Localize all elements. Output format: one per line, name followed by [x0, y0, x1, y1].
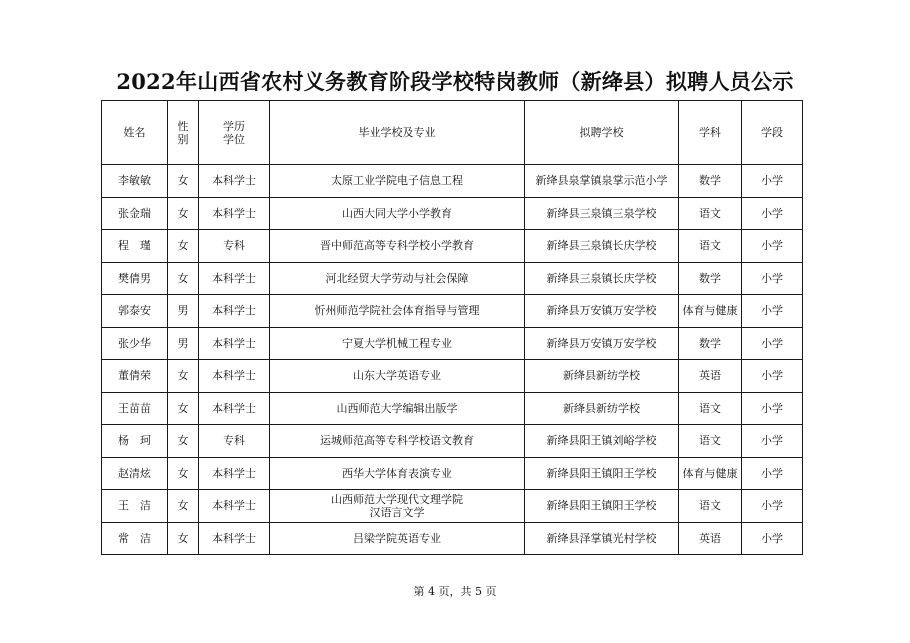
cell-stage: 小学: [742, 360, 803, 393]
cell-employer: 新绛县阳王镇阳王学校: [525, 457, 679, 490]
document-title: 2022年山西省农村义务教育阶段学校特岗教师（新绛县）拟聘人员公示: [116, 69, 794, 94]
cell-degree: 本科学士: [199, 165, 270, 198]
cell-employer: 新绛县新纺学校: [525, 360, 679, 393]
table-row: [102, 295, 803, 328]
cell-school-major: [270, 295, 525, 328]
cell-line: 山西师范大学编辑出版学: [336, 401, 458, 415]
header-degree: [199, 101, 270, 165]
table-row: [102, 392, 803, 425]
cell-subject: 语文: [679, 230, 742, 263]
cell-gender: 男: [168, 295, 199, 328]
cell-name: 赵清炫: [102, 457, 168, 490]
cell-name: 杨 珂: [102, 425, 168, 458]
cell-stage: 小学: [742, 425, 803, 458]
cell-stage: 小学: [742, 295, 803, 328]
header-school-major-line: 毕业学校及专业: [358, 126, 436, 139]
cell-line: 忻州师范学院社会体育指导与管理: [314, 304, 480, 318]
cell-gender: 女: [168, 425, 199, 458]
cell-line: 吕梁学院英语专业: [353, 531, 441, 545]
cell-employer: 新绛县万安镇万安学校: [525, 295, 679, 328]
table-row: [102, 262, 803, 295]
cell-stage: 小学: [742, 490, 803, 523]
table-row: [102, 197, 803, 230]
cell-subject: 语文: [679, 197, 742, 230]
cell-subject: 英语: [679, 360, 742, 393]
cell-stage: 小学: [742, 165, 803, 198]
header-school-major: [270, 101, 525, 165]
cell-name: 程 瑾: [102, 230, 168, 263]
cell-subject: 语文: [679, 490, 742, 523]
cell-degree: 本科学士: [199, 360, 270, 393]
header-employer-line: 拟聘学校: [579, 126, 624, 139]
table-row: [102, 457, 803, 490]
header-gender-line: 性: [177, 119, 189, 133]
cell-name: 董倩荣: [102, 360, 168, 393]
cell-school-major: [270, 392, 525, 425]
header-gender: [168, 101, 199, 165]
cell-stage: 小学: [742, 392, 803, 425]
cell-gender: 女: [168, 522, 199, 555]
cell-degree: 专科: [199, 230, 270, 263]
header-name: [102, 101, 168, 165]
hire-roster-table: [101, 100, 803, 555]
cell-degree: 本科学士: [199, 327, 270, 360]
cell-subject: 体育与健康: [679, 295, 742, 328]
cell-degree: 专科: [199, 425, 270, 458]
cell-line: 西华大学体育表演专业: [342, 466, 452, 480]
table-row: [102, 522, 803, 555]
cell-school-major: [270, 262, 525, 295]
table-row: [102, 490, 803, 523]
cell-employer: 新绛县泽掌镇光村学校: [525, 522, 679, 555]
cell-employer: 新绛县三泉镇三泉学校: [525, 197, 679, 230]
cell-line: 山西师范大学现代文理学院: [331, 492, 463, 506]
cell-school-major: [270, 457, 525, 490]
cell-stage: 小学: [742, 522, 803, 555]
cell-school-major: [270, 360, 525, 393]
header-subject: [679, 101, 742, 165]
cell-subject: 数学: [679, 165, 742, 198]
cell-gender: 女: [168, 360, 199, 393]
cell-degree: 本科学士: [199, 457, 270, 490]
cell-line: 河北经贸大学劳动与社会保障: [325, 271, 469, 285]
page-footer: 第 4 页，共 5 页: [413, 585, 497, 598]
cell-line: 运城师范高等专科学校语文教育: [320, 434, 474, 448]
cell-line: 汉语言文学: [369, 505, 425, 519]
cell-school-major: [270, 197, 525, 230]
cell-line: 太原工业学院电子信息工程: [331, 174, 463, 188]
header-stage-line: 学段: [761, 126, 783, 139]
cell-name: 张金瑞: [102, 197, 168, 230]
cell-name: 李敏敏: [102, 165, 168, 198]
cell-employer: 新绛县阳王镇刘峪学校: [525, 425, 679, 458]
cell-employer: 新绛县万安镇万安学校: [525, 327, 679, 360]
table-row: [102, 425, 803, 458]
cell-stage: 小学: [742, 457, 803, 490]
cell-gender: 女: [168, 490, 199, 523]
header-subject-line: 学科: [699, 126, 721, 139]
cell-school-major: [270, 490, 525, 523]
cell-stage: 小学: [742, 197, 803, 230]
header-degree-line: 学位: [223, 132, 245, 146]
cell-employer: 新绛县阳王镇阳王学校: [525, 490, 679, 523]
cell-stage: 小学: [742, 262, 803, 295]
cell-employer: 新绛县三泉镇长庆学校: [525, 230, 679, 263]
cell-name: 郭泰安: [102, 295, 168, 328]
cell-name: 张少华: [102, 327, 168, 360]
cell-gender: 女: [168, 165, 199, 198]
cell-gender: 女: [168, 230, 199, 263]
cell-school-major: [270, 425, 525, 458]
cell-degree: 本科学士: [199, 295, 270, 328]
cell-degree: 本科学士: [199, 197, 270, 230]
cell-name: 樊倩男: [102, 262, 168, 295]
table-row: [102, 165, 803, 198]
table-row: [102, 230, 803, 263]
cell-subject: 语文: [679, 392, 742, 425]
cell-degree: 本科学士: [199, 392, 270, 425]
cell-line: 晋中师范高等专科学校小学教育: [320, 239, 474, 253]
cell-gender: 男: [168, 327, 199, 360]
cell-gender: 女: [168, 392, 199, 425]
header-degree-line: 学历: [223, 119, 245, 133]
cell-name: 常 洁: [102, 522, 168, 555]
cell-line: 宁夏大学机械工程专业: [342, 336, 452, 350]
cell-line: 山东大学英语专业: [353, 369, 441, 383]
table-row: [102, 327, 803, 360]
cell-gender: 女: [168, 197, 199, 230]
table-row: [102, 360, 803, 393]
cell-stage: 小学: [742, 230, 803, 263]
cell-subject: 数学: [679, 327, 742, 360]
cell-school-major: [270, 522, 525, 555]
cell-gender: 女: [168, 457, 199, 490]
cell-degree: 本科学士: [199, 490, 270, 523]
header-employer: [525, 101, 679, 165]
header-stage: [742, 101, 803, 165]
cell-name: 王苗苗: [102, 392, 168, 425]
cell-employer: 新绛县三泉镇长庆学校: [525, 262, 679, 295]
cell-stage: 小学: [742, 327, 803, 360]
cell-name: 王 洁: [102, 490, 168, 523]
cell-employer: 新绛县泉掌镇泉掌示范小学: [525, 165, 679, 198]
cell-school-major: [270, 165, 525, 198]
cell-school-major: [270, 230, 525, 263]
header-name-line: 姓名: [123, 126, 146, 139]
table-body: [102, 165, 803, 555]
cell-subject: 数学: [679, 262, 742, 295]
cell-degree: 本科学士: [199, 522, 270, 555]
cell-subject: 体育与健康: [679, 457, 742, 490]
cell-subject: 语文: [679, 425, 742, 458]
cell-school-major: [270, 327, 525, 360]
table-header-row: [102, 101, 803, 165]
cell-gender: 女: [168, 262, 199, 295]
cell-degree: 本科学士: [199, 262, 270, 295]
cell-employer: 新绛县新纺学校: [525, 392, 679, 425]
cell-subject: 英语: [679, 522, 742, 555]
cell-line: 山西大同大学小学教育: [342, 206, 452, 220]
header-gender-line: 别: [177, 132, 189, 146]
